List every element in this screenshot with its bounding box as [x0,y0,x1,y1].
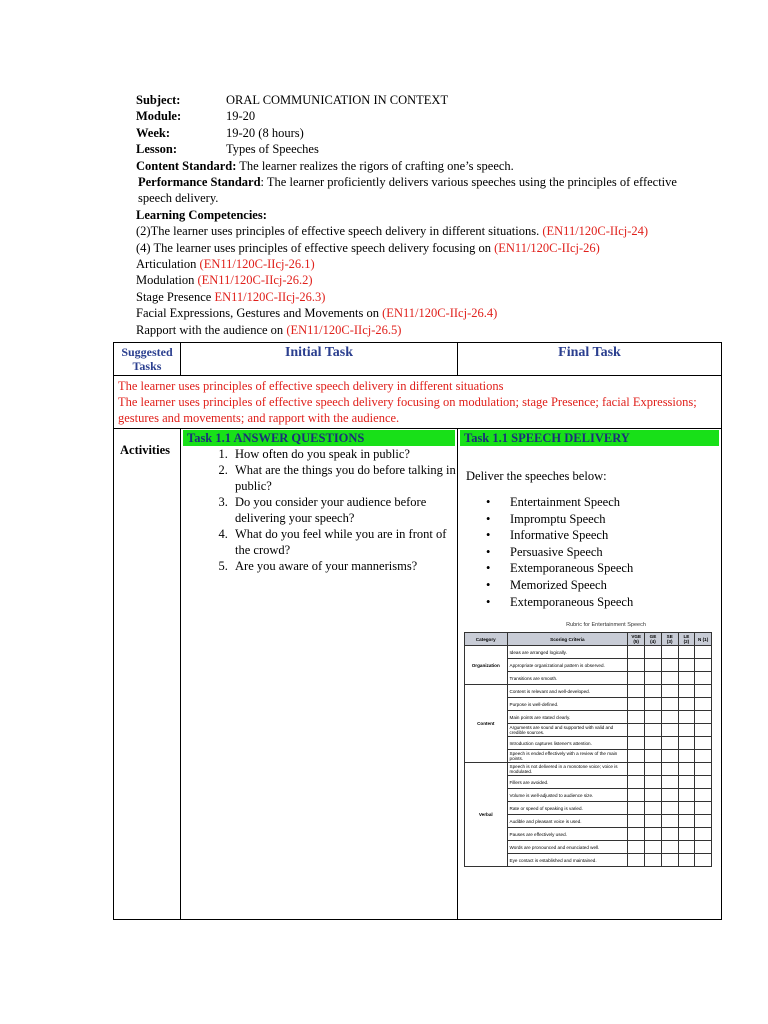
rubric-score-cell [678,841,695,854]
rubric-score-head: VGE (5) [628,633,645,646]
rubric-score-cell [661,750,678,763]
speech-list [458,494,721,610]
rubric-criterion: Rate or speed of speaking is varied. [507,802,628,815]
rubric-score-cell [628,646,645,659]
rubric-criterion: Audible and pleasant voice is used. [507,815,628,828]
rubric-criterion: Introduction captures listener's attention. [507,737,628,750]
speech-item: • Extemporaneous Speech [510,560,721,577]
rubric-score-cell [645,802,662,815]
rubric-score-cell [645,724,662,737]
rubric-score-cell [678,815,695,828]
rubric-score-cell [645,672,662,685]
rubric-score-cell [678,659,695,672]
rubric-criterion: Fillers are avoided. [507,776,628,789]
speech-item: • Memorized Speech [510,577,721,594]
rubric-row [465,646,712,659]
rubric-score-cell [661,659,678,672]
rubric-score-cell [661,646,678,659]
rubric-score-head: N (1) [695,633,712,646]
rubric-score-cell [695,646,712,659]
week-label: Week: [136,125,171,140]
rubric-score-cell [695,659,712,672]
rubric-score-cell [645,828,662,841]
rubric-score-cell [628,815,645,828]
content-standard-label: Content Standard: [136,158,237,173]
week-value: 19-20 (8 hours) [226,125,304,140]
question-item: 3. Do you consider your audience before delivering your speech? [231,494,457,526]
final-task-cell [458,429,722,920]
rubric-head-criteria: Scoring Criteria [507,633,628,646]
rubric-criterion: Pauses are effectively used. [507,828,628,841]
rubric-score-cell [628,711,645,724]
rubric-score-cell [695,776,712,789]
rubric-score-cell [661,776,678,789]
final-task-header: Final Task [458,343,722,376]
rubric-criterion: Volume is well-adjusted to audience size. [507,789,628,802]
rubric-score-cell [678,672,695,685]
sub-competency [136,289,696,305]
speech-item: • Extemporaneous Speech [510,594,721,611]
rubric-score-cell [645,685,662,698]
sub-competency-text: Articulation [136,257,200,272]
sub-competency-code: (EN11/120C-IIcj-26.5) [286,322,402,337]
rubric-score-cell [645,841,662,854]
question-list [181,446,457,574]
rubric-score-cell [628,685,645,698]
rubric-score-cell [645,659,662,672]
rubric-score-cell [695,724,712,737]
rubric-criterion: Arguments are sound and supported with valid and credible sources. [507,724,628,737]
competency-1 [136,223,696,239]
rubric-score-cell [661,698,678,711]
rubric-score-cell [695,711,712,724]
rubric-criterion: Appropriate organizational pattern is observed. [507,659,628,672]
rubric-category: Organization [465,646,508,685]
rubric-score-cell [661,841,678,854]
speech-item: • Informative Speech [510,527,721,544]
speech-item: • Entertainment Speech [510,494,721,511]
question-item: 2. What are the things you do before talking in public? [231,462,457,494]
rubric-criterion: Main points are stated clearly. [507,711,628,724]
competency-1-text: (2)The learner uses principles of effective speech delivery in different situations. [136,224,543,239]
sub-competency-text: Modulation [136,273,198,288]
rubric-score-cell [645,815,662,828]
lesson-value: Types of Speeches [226,142,319,157]
rubric-criterion: Transitions are smooth. [507,672,628,685]
rubric-score-cell [645,750,662,763]
rubric-score-cell [645,711,662,724]
rubric-score-cell [678,737,695,750]
rubric-score-cell [628,802,645,815]
initial-task-cell [181,429,458,920]
rubric-score-cell [645,698,662,711]
sub-competency [136,272,696,288]
rubric-score-cell [661,737,678,750]
rubric-score-cell [695,828,712,841]
sub-competency-code: (EN11/120C-IIcj-26.2) [197,273,313,288]
rubric-criterion: Content is relevant and well-developed. [507,685,628,698]
rubric-row [465,685,712,698]
rubric-score-cell [661,802,678,815]
sub-competency [136,322,696,338]
performance-standard [136,174,696,207]
rubric-score-cell [678,828,695,841]
performance-standard-text: : The learner proficiently delivers various speeches using the principles of effective speech delivery. [138,175,677,206]
rubric-score-cell [661,854,678,867]
rubric-score-cell [628,659,645,672]
rubric-score-cell [695,750,712,763]
competency-1-code: (EN11/120C-IIcj-24) [542,224,649,239]
rubric-score-cell [661,828,678,841]
rubric-score-cell [678,776,695,789]
content-standard-text: The learner realizes the rigors of crafting one’s speech. [236,158,514,173]
speech-item: • Impromptu Speech [510,511,721,528]
sub-competency [136,256,696,272]
rubric-score-head: GE (4) [645,633,662,646]
rubric-score-cell [661,672,678,685]
initial-task-title: Task 1.1 ANSWER QUESTIONS [183,430,455,446]
rubric-score-cell [678,750,695,763]
rubric-score-cell [695,698,712,711]
rubric-category: Content [465,685,508,763]
rubric-title: Rubric for Entertainment Speech [566,622,646,629]
competency-2-code: (EN11/120C-IIcj-26) [494,240,600,255]
rubric-criterion: Speech is not delivered in a monotone voice; voice is modulated. [507,763,628,776]
rubric-score-cell [678,646,695,659]
rubric-score-cell [695,841,712,854]
sub-competency-code: (EN11/120C-IIcj-26.4) [382,306,498,321]
rubric-score-cell [661,789,678,802]
competency-2 [136,240,696,256]
competency-2-text: (4) The learner uses principles of effective speech delivery focusing on [136,240,495,255]
initial-task-header: Initial Task [181,343,458,376]
rubric-score-cell [678,711,695,724]
rubric-score-cell [645,763,662,776]
rubric-score-cell [695,789,712,802]
question-item: 4. What do you feel while you are in front of the crowd? [231,526,457,558]
rubric-row [465,763,712,776]
subject-label: Subject: [136,93,181,107]
sub-competencies [136,256,696,338]
rubric-score-cell [695,802,712,815]
rubric-score-cell [628,737,645,750]
rubric-score-cell [628,763,645,776]
rubric-score-cell [678,854,695,867]
rubric-criterion: Words are pronounced and enunciated well. [507,841,628,854]
rubric-criterion: Speech is ended effectively with a review of the main points. [507,750,628,763]
sub-competency-code: (EN11/120C-IIcj-26.1) [199,257,315,272]
rubric [464,620,718,867]
sub-competency-text: Facial Expressions, Gestures and Movements on [136,306,383,321]
module-label: Module: [136,109,182,124]
rubric-score-cell [661,711,678,724]
rubric-score-cell [695,672,712,685]
rubric-score-cell [628,776,645,789]
rubric-score-cell [628,698,645,711]
rubric-score-cell [695,815,712,828]
activities-label: Activities [114,429,181,920]
objective-line-1: The learner uses principles of effective speech delivery in different situations [118,379,504,393]
rubric-score-cell [661,724,678,737]
rubric-score-cell [628,841,645,854]
rubric-score-cell [695,763,712,776]
rubric-score-cell [645,776,662,789]
rubric-score-cell [628,750,645,763]
rubric-score-cell [661,685,678,698]
competencies-label: Learning Competencies: [136,207,267,222]
rubric-score-cell [678,789,695,802]
rubric-score-cell [678,763,695,776]
rubric-score-cell [695,685,712,698]
rubric-table [464,632,712,867]
rubric-score-cell [628,672,645,685]
suggested-tasks-header: Suggested Tasks [114,343,181,376]
rubric-criterion: Eye contact is established and maintained. [507,854,628,867]
performance-standard-label: Performance Standard [138,175,261,190]
rubric-score-cell [661,815,678,828]
rubric-score-cell [678,724,695,737]
rubric-score-cell [645,737,662,750]
rubric-score-cell [628,789,645,802]
rubric-score-cell [628,828,645,841]
rubric-criterion: Purpose is well-defined. [507,698,628,711]
rubric-score-cell [695,737,712,750]
rubric-criterion: Ideas are arranged logically. [507,646,628,659]
deliver-instruction: Deliver the speeches below: [466,469,607,483]
final-task-title: Task 1.1 SPEECH DELIVERY [460,430,719,446]
rubric-score-cell [628,724,645,737]
rubric-score-head: LE (2) [678,633,695,646]
rubric-category: Verbal [465,763,508,867]
sub-competency-code: EN11/120C-IIcj-26.3) [214,289,326,304]
rubric-score-cell [645,789,662,802]
lesson-header [136,92,696,338]
speech-item: • Persuasive Speech [510,544,721,561]
rubric-score-cell [678,698,695,711]
rubric-score-cell [678,802,695,815]
rubric-score-cell [661,763,678,776]
sub-competency-text: Rapport with the audience on [136,322,287,337]
sub-competency-text: Stage Presence [136,289,215,304]
content-standard [136,158,696,174]
sub-competency [136,305,696,321]
objective-line-2: The learner uses principles of effective speech delivery focusing on modulation; stage Presence; facial Expressions; gestures and movements; and rapport with the audience. [118,395,697,425]
rubric-score-cell [645,646,662,659]
module-value: 19-20 [226,109,256,124]
rubric-score-cell [645,854,662,867]
question-item: 1. How often do you speak in public? [231,446,457,462]
rubric-head-category: Category [465,633,508,646]
tasks-table [113,342,722,920]
lesson-label: Lesson: [136,142,177,157]
rubric-score-cell [628,854,645,867]
subject-value: ORAL COMMUNICATION IN CONTEXT [226,93,449,107]
rubric-score-head: SE (3) [661,633,678,646]
rubric-score-cell [678,685,695,698]
objectives-row [114,376,722,429]
question-item: 5. Are you aware of your mannerisms? [231,558,457,574]
rubric-score-cell [695,854,712,867]
